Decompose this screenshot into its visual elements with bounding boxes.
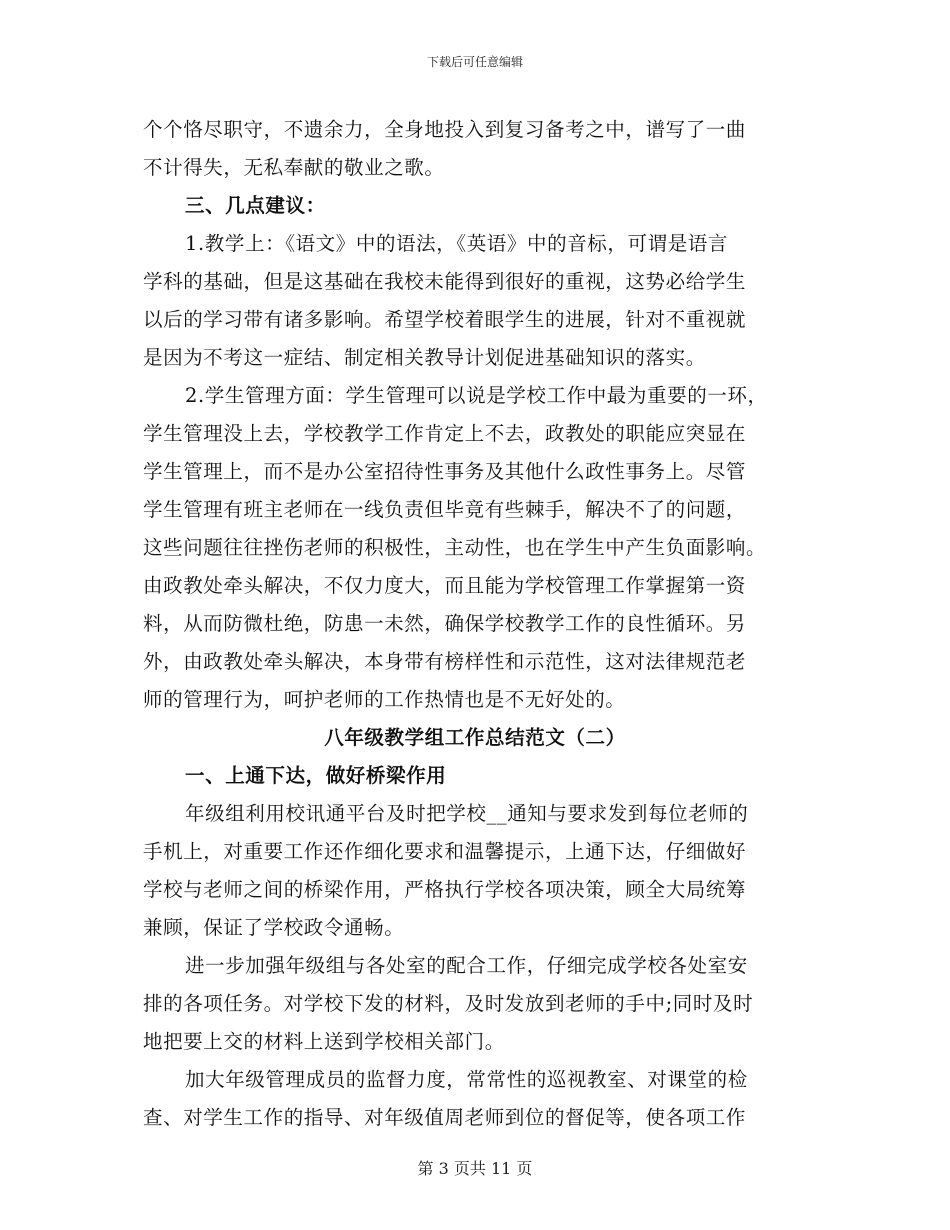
text-line: 这些问题往往挫伤老师的积极性，主动性，也在学生中产生负面影响。: [143, 536, 767, 559]
text-line: 不计得失，无私奉献的敬业之歌。: [143, 156, 445, 179]
text-line: 兼顾，保证了学校政令通畅。: [143, 916, 405, 939]
text-line: 学校与老师之间的桥梁作用，严格执行学校各项决策，顾全大局统筹: [143, 878, 747, 901]
text-line: 年级组利用校讯通平台及时把学校__通知与要求发到每位老师的: [185, 802, 749, 825]
document-body: [143, 111, 807, 1137]
text-line: 是因为不考这一症结、制定相关教导计划促进基础知识的落实。: [143, 346, 706, 369]
text-line: 个个恪尽职守，不遗余力，全身地投入到复习备考之中，谱写了一曲: [143, 118, 747, 141]
text-line: 1.教学上：《语文》中的语法，《英语》中的音标，可谓是语言: [185, 232, 729, 255]
text-line: 进一步加强年级组与各处室的配合工作，仔细完成学校各处室安: [185, 954, 748, 977]
text-line: 排的各项任务。对学校下发的材料，及时发放到老师的手中;同时及时: [143, 992, 754, 1015]
text-line: 学生管理有班主老师在一线负责但毕竟有些棘手，解决不了的问题，: [143, 498, 747, 521]
text-line: 由政教处牵头解决，不仅力度大，而且能为学校管理工作掌握第一资: [143, 574, 747, 597]
section-heading: 三、几点建议：: [185, 194, 326, 217]
page-header: 下载后可任意编辑: [426, 55, 523, 69]
section-heading: 八年级教学组工作总结范文（二）: [324, 726, 626, 749]
section-heading: 一、上通下达，做好桥梁作用: [185, 764, 447, 787]
text-line: 学科的基础，但是这基础在我校未能得到很好的重视，这势必给学生: [143, 270, 747, 293]
text-line: 以后的学习带有诸多影响。希望学校着眼学生的进展，针对不重视就: [143, 308, 747, 331]
text-line: 加大年级管理成员的监督力度，常常性的巡视教室、对课堂的检: [185, 1068, 748, 1091]
text-line: 外，由政教处牵头解决，本身带有榜样性和示范性，这对法律规范老: [143, 650, 747, 673]
text-line: 2.学生管理方面：学生管理可以说是学校工作中最为重要的一环，: [185, 384, 768, 407]
text-line: 查、对学生工作的指导、对年级值周老师到位的督促等，使各项工作: [143, 1106, 747, 1129]
text-line: 手机上，对重要工作还作细化要求和温馨提示，上通下达，仔细做好: [143, 840, 747, 863]
text-line: 师的管理行为，呵护老师的工作热情也是不无好处的。: [143, 688, 626, 711]
text-line: 地把要上交的材料上送到学校相关部门。: [143, 1030, 505, 1053]
page-footer: 第 3 页共 11 页: [417, 1159, 533, 1178]
text-line: 学生管理上，而不是办公室招待性事务及其他什么政性事务上。尽管: [143, 460, 747, 483]
text-line: 料，从而防微杜绝，防患一未然，确保学校教学工作的良性循环。另: [143, 612, 747, 635]
text-line: 学生管理没上去，学校教学工作肯定上不去，政教处的职能应突显在: [143, 422, 747, 445]
